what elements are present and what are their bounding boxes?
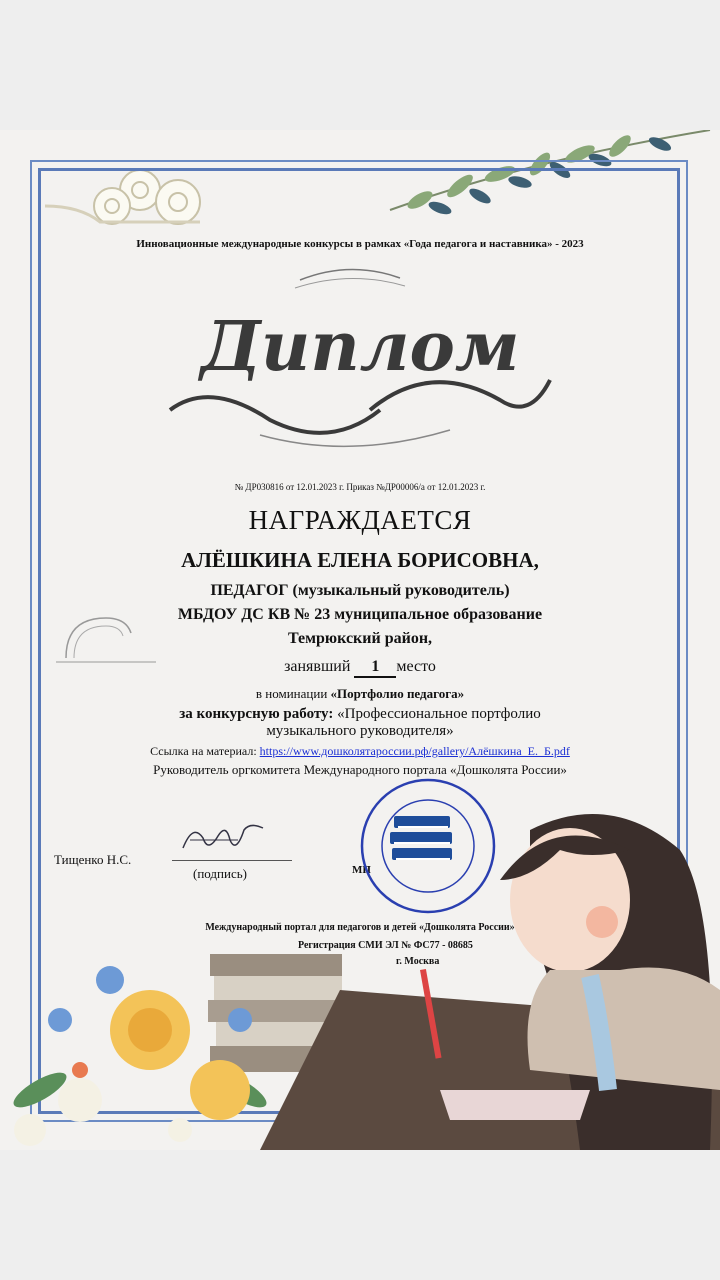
organization-line-1: МБДОУ ДС КВ № 23 муниципальное образование: [177, 606, 543, 623]
flowers-illustration: [0, 890, 300, 1150]
nomination-line: [0, 686, 720, 702]
work-line: [0, 706, 720, 740]
place-line: [0, 658, 720, 678]
nomination-prefix: в номинации: [255, 686, 328, 701]
material-link-line: [0, 744, 720, 759]
registration: Регистрация СМИ ЭЛ № ФС77 - 08685: [298, 940, 473, 951]
order-number: № ДР030816 от 12.01.2023 г. Приказ №ДР00006/а от 12.01.2023 г.: [234, 482, 486, 492]
material-link[interactable]: https://www.дошколятароссии.рф/gallery/Алёшкина_Е._Б.pdf: [259, 744, 570, 758]
diploma-title: [150, 260, 570, 460]
work-title-1: «Профессиональное портфолио: [337, 706, 541, 722]
diploma-title-text: Диплом: [200, 307, 520, 387]
signature-caption: (подпись): [193, 866, 247, 881]
portal-name: Международный портал для педагогов и детей «Дошколята России»: [205, 922, 515, 933]
work-title-2: музыкального руководителя»: [266, 723, 454, 739]
place-suffix: место: [396, 658, 436, 675]
signature: [178, 818, 268, 862]
work-prefix: за конкурсную работу:: [179, 706, 334, 722]
signer-name: Тищенко Н.С.: [54, 852, 132, 867]
place-prefix: занявший: [284, 658, 351, 675]
place-number: 1: [354, 658, 396, 678]
recipient-name: АЛЁШКИНА ЕЛЕНА БОРИСОВНА,: [181, 548, 539, 572]
diploma-sheet: [0, 130, 720, 1150]
organization-line-2: Темрюкский район,: [287, 630, 433, 647]
city: г. Москва: [396, 956, 440, 967]
competition-header: Инновационные международные конкурсы в рамках «Года педагога и наставника» - 2023: [136, 238, 584, 250]
awarded-heading: НАГРАЖДАЕТСЯ: [248, 505, 472, 535]
stamp-mark: МП: [352, 864, 371, 876]
signature-line: [172, 860, 292, 861]
recipient-position: ПЕДАГОГ (музыкальный руководитель): [210, 582, 510, 599]
teacher-illustration: [380, 790, 720, 1150]
committee-head: Руководитель оргкомитета Международного портала «Дошколята России»: [153, 762, 567, 777]
nomination-value: «Портфолио педагога»: [330, 686, 465, 701]
link-prefix: Ссылка на материал:: [150, 744, 257, 758]
